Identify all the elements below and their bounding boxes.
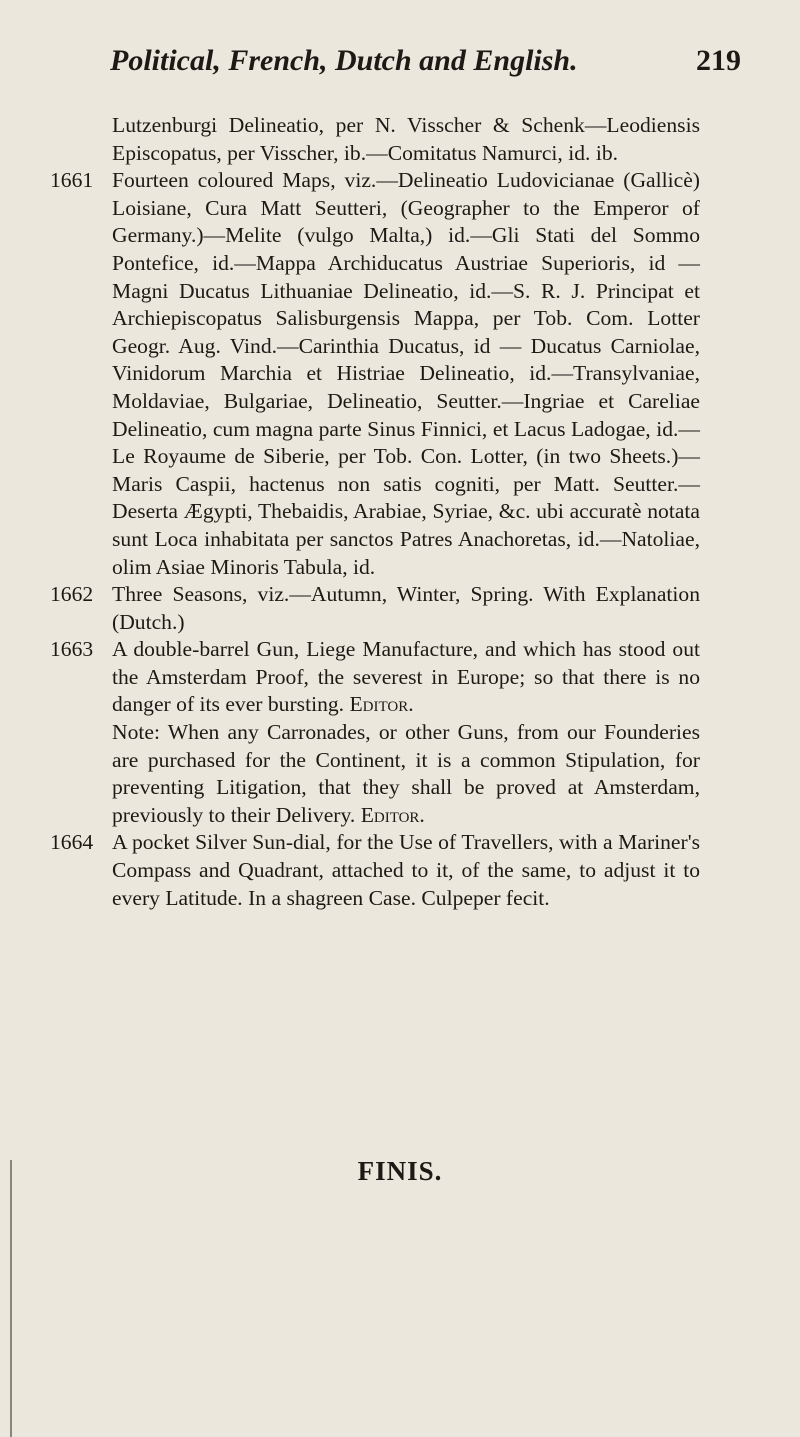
entry-number: 1664: [50, 830, 94, 855]
page-number: 219: [696, 44, 741, 77]
entry-number: 1662: [50, 582, 94, 607]
catalogue-entries: [0, 112, 800, 912]
editor-note: [0, 719, 800, 829]
entry-text: A double-barrel Gun, Liege Manufacture, and which has stood out the Amsterdam Proof, the severest in Europe; so that there is no danger of its ever bursting.: [112, 637, 700, 717]
catalogue-entry-1663: [0, 636, 800, 719]
editor-signature: Editor.: [360, 802, 425, 827]
entry-text: Three Seasons, viz.—Autumn, Winter, Spring. With Explanation (Dutch.): [112, 582, 700, 634]
running-title: Political, French, Dutch and English.: [110, 44, 578, 77]
finis-mark: FINIS.: [357, 1156, 443, 1186]
note-text: Note: When any Carronades, or other Guns, from our Founderies are purchased for the Continent, it is a common Stipulation, for preventing Litigation, that they shall be proved at Amsterdam, previously to their Delivery.: [112, 720, 700, 827]
catalogue-entry-1664: [0, 829, 800, 912]
entry-text: Fourteen coloured Maps, viz.—Delineatio Ludovicianae (Gallicè) Loisiane, Cura Matt Seutteri, (Geographer to the Emperor of Germany.)—Melite (vulgo Malta,) id.—Gli Stati del Sommo Pontefice, id.—Mappa Archiducatus Austriae Superioris, id —Magni Ducatus Lithuaniae Delineatio, id.—S. R. J. Principat et Archiepiscopatus Salisburgensis Mappa, per Tob. Com. Lotter Geogr. Aug. Vind.—Carinthia Ducatus, id — Ducatus Carniolae, Vinidorum Marchia et Histriae Delineatio, id.—Transylvaniae, Moldaviae, Bulgariae, Delineatio, Seutter.—Ingriae et Careliae Delineatio, cum magna parte Sinus Finnici, et Lacus Ladogae, id.—Le Royaume de Siberie, per Tob. Con. Lotter, (in two Sheets.)—Maris Caspii, hactenus non satis cogniti, per Matt. Seutter.—Deserta Ægypti, Thebaidis, Arabiae, Syriae, &c. ubi accuratè notata sunt Loca inhabitata per sanctos Patres Anachoretas, id.—Natoliae, olim Asiae Minoris Tabula, id.: [112, 168, 700, 579]
catalogue-entry-1661: [0, 167, 800, 581]
entry-number: 1663: [50, 637, 94, 662]
entry-number: 1661: [50, 168, 94, 193]
catalogue-entry-1662: [0, 581, 800, 636]
entry-text: Lutzenburgi Delineatio, per N. Visscher & Schenk—Leodiensis Episcopatus, per Visscher, ib.—Comitatus Namurci, id. ib.: [112, 113, 700, 165]
entry-continuation: [0, 112, 800, 167]
entry-text: A pocket Silver Sun-dial, for the Use of Travellers, with a Mariner's Compass and Quadrant, attached to it, of the same, to adjust it to every Latitude. In a shagreen Case. Culpeper fecit.: [112, 830, 700, 910]
editor-signature: Editor.: [349, 692, 414, 717]
page-edge-line: [10, 1160, 12, 1437]
